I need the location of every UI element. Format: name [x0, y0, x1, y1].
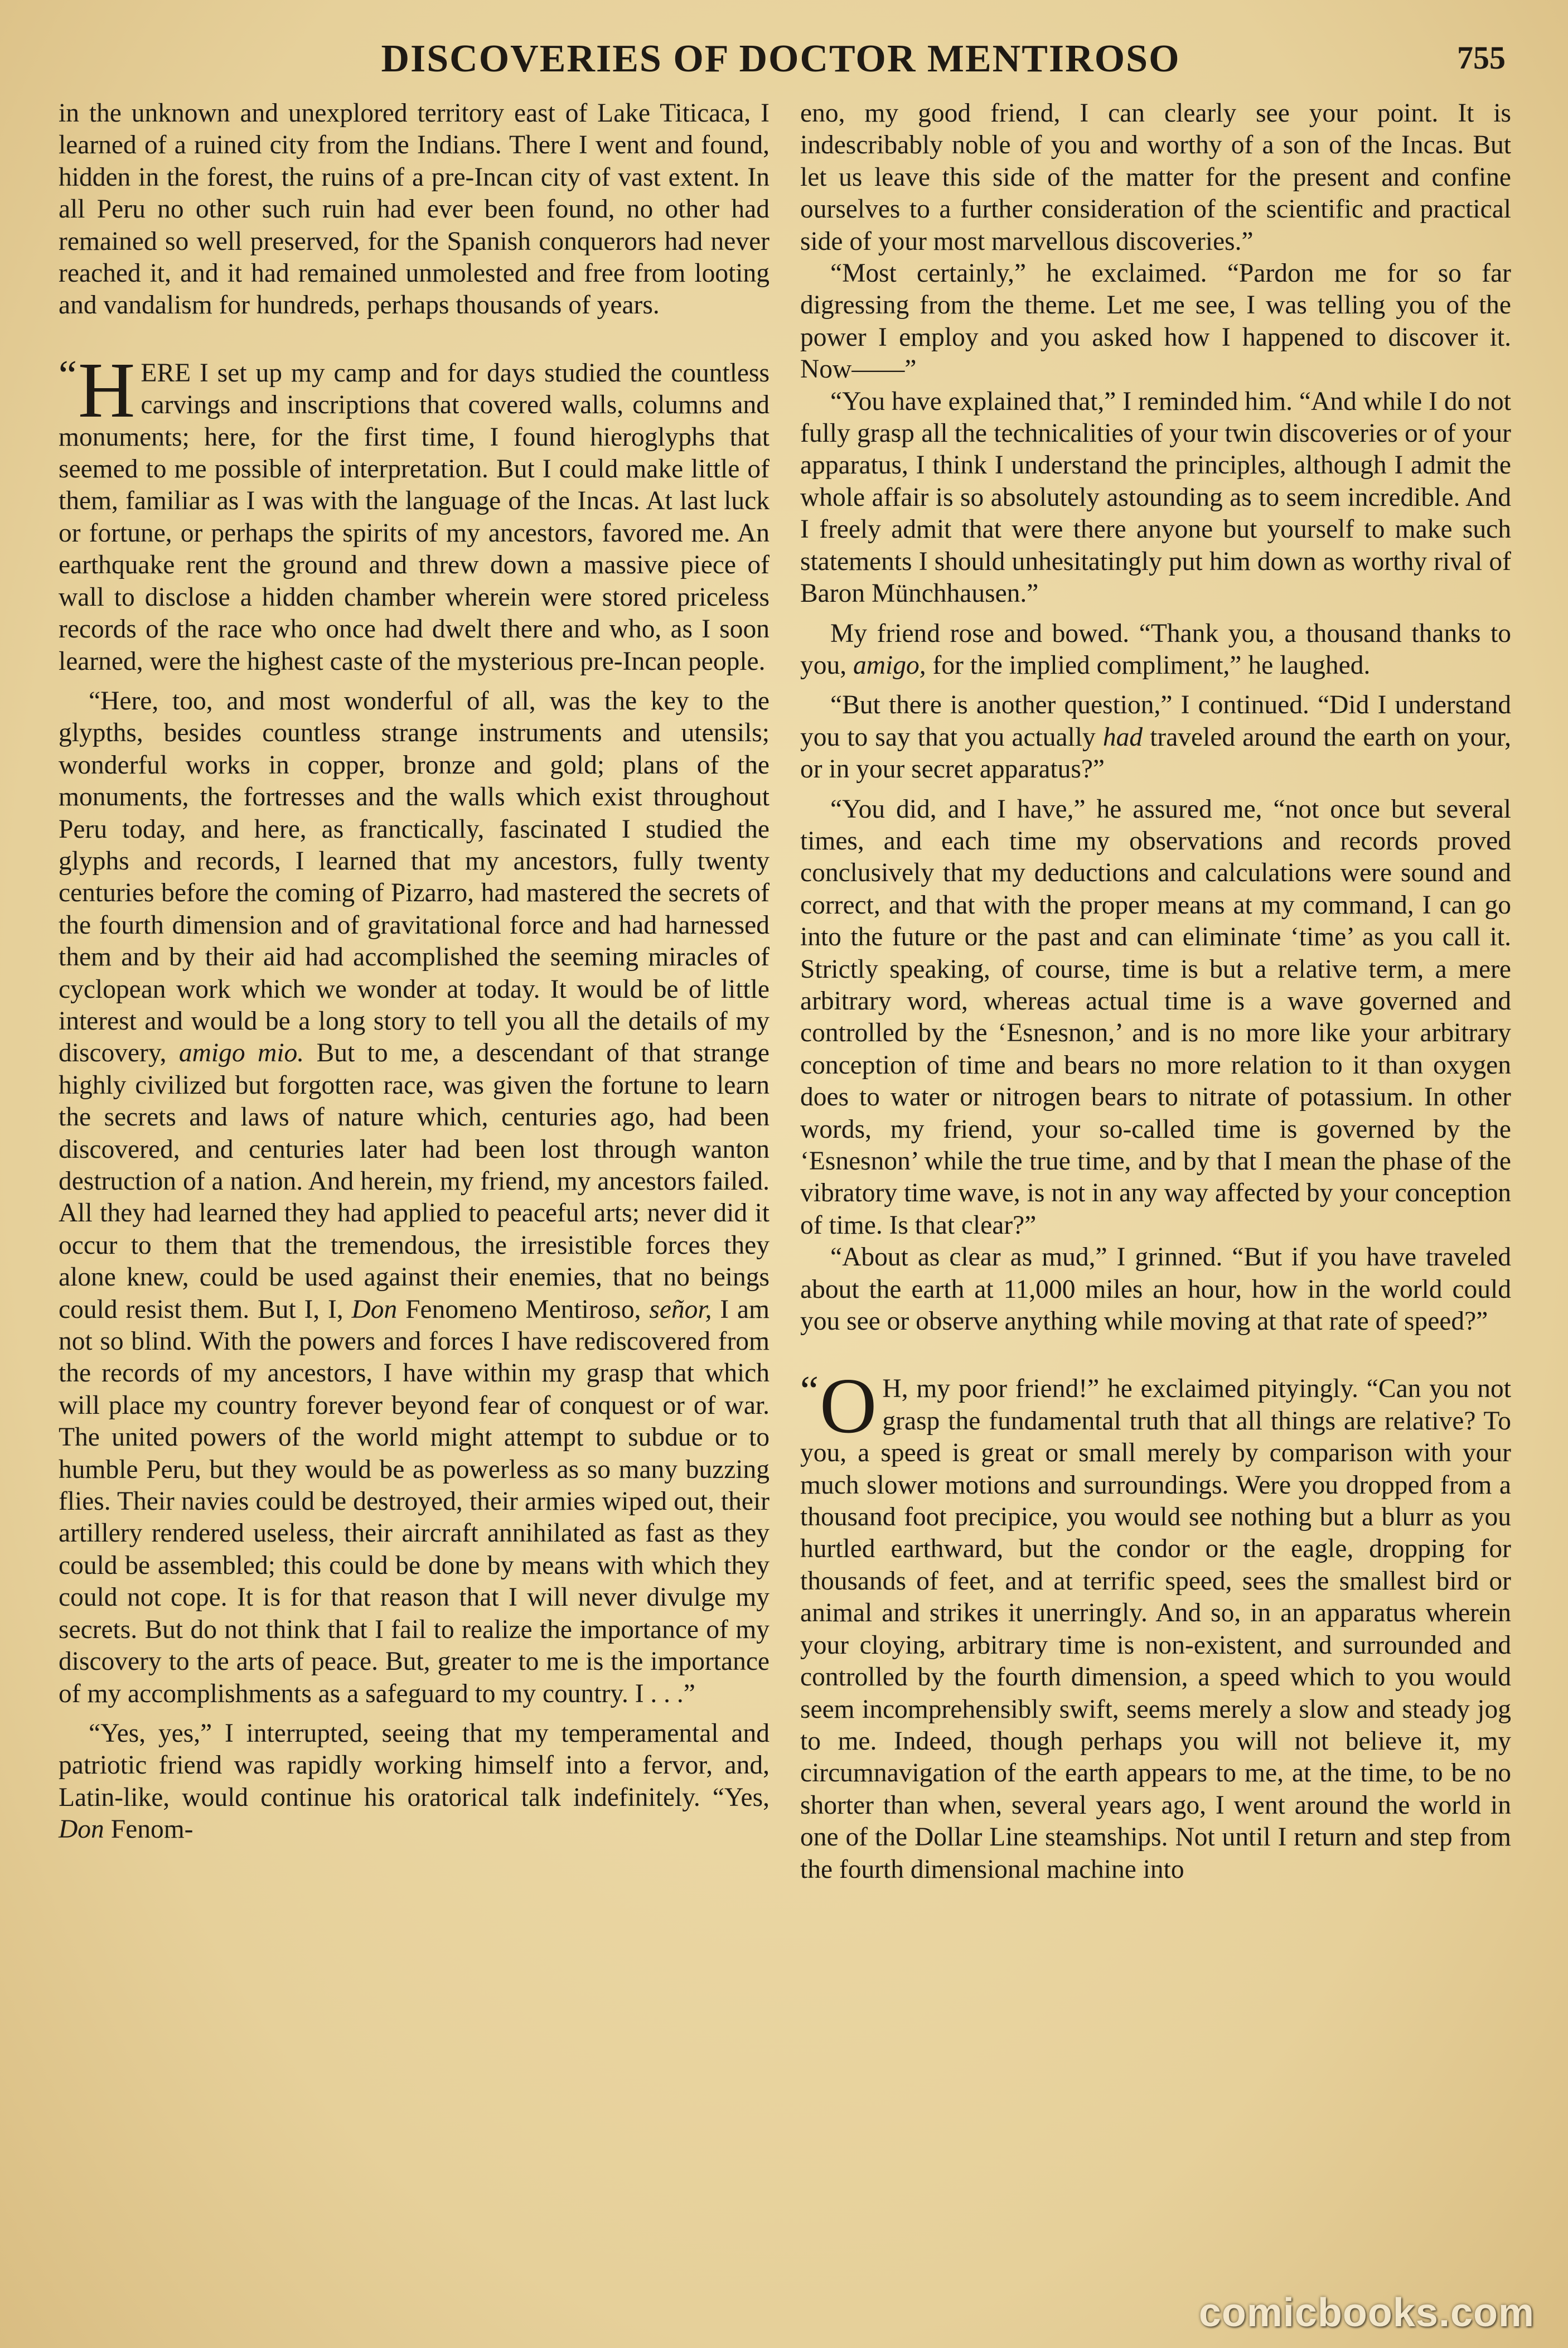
paragraph-text: “Here, too, and most wonderful of all, was the key to the glypths, besides countless strange instruments and utensils; wonderful works in copper, bronze and gold; plans of the monuments, the fortresses and the walls which exist throughout Peru today, and here, as franctically, fascinated I studied the glyphs and records, I learned that my ancestors, fully twenty centuries before the coming of Pizarro, had mastered the secrets of the fourth dimension and of gravitational force and had harnessed them and by their aid had accomplished the seeming miracles of cyclopean work which we wonder at today. It would be of little interest and would be a long story to tell you all the details of my discovery,: [59, 686, 770, 1068]
drop-cap-quote: “: [59, 352, 77, 398]
paragraph: “You did, and I have,” he assured me, “not once but several times, and each time my observations and records proved conclusively that my deductions and calculations were sound and correct, and that with the proper means at my command, I can go into the future or the past and can eliminate ‘time’ as you call it. Strictly speaking, of course, time is but a relative term, a mere arbitrary word, whereas actual time is a wave governed and controlled by the ‘Esnesnon,’ and is no more like your arbitrary conception of time and bears no more relation to it than oxygen does to water or nitrogen bears to nitrate of potassium. In other words, my friend, your so-called time is governed by the ‘Esnesnon’ while the true time, and by that I mean the phase of the vibratory time wave, is not in any way affected by your conception of time. Is that clear?”: [800, 794, 1511, 1240]
paragraph-text: My friend rose and bowed. “Thank you, a thousand thanks to you,: [800, 619, 1511, 680]
paragraph-drop-cap: [59, 345, 770, 678]
paragraph: “About as clear as mud,” I grinned. “But if you have traveled about the earth at 11,000 miles an hour, how in the world could you see or observe anything while moving at that rate of speed?”: [800, 1243, 1511, 1336]
italic-text: Don: [59, 1815, 104, 1844]
paragraph-text: ERE I set up my camp and for days studied the countless carvings and inscriptions that covered walls, columns and monuments; here, for the first time, I found hieroglyphs that seemed to me possible of interpretation. But I could make little of them, familiar as I was with the language of the Incas. At last luck or fortune, or perhaps the spirits of my ancestors, favored me. An earthquake rent the ground and threw down a massive piece of wall to disclose a hidden chamber wherein were stored priceless records of the race who once had dwelt there and who, as I soon learned, were the highest caste of the mysterious pre-Incan people.: [59, 358, 770, 676]
drop-cap-quote: “: [800, 1368, 819, 1414]
page-header: [56, 37, 1506, 93]
paragraph-text: Fenom-: [104, 1815, 193, 1844]
right-column: [800, 98, 1511, 1886]
drop-cap: [59, 345, 135, 434]
paragraph: eno, my good friend, I can clearly see your point. It is indescribably noble of you and worthy of a son of the Incas. But let us leave this side of the matter for the present and confine ourselves to a further consideration of the scientific and practical side of your most marvellous discoveries.”: [800, 99, 1511, 256]
paragraph-text: I am not so blind. With the powers and forces I have rediscovered from the records of my ancestors, I have within my grasp that which will place my country forever beyond fear of conquest or of war. The united powers of the world might attempt to subdue or to humble Peru, but they would be as powerless as so many buzzing flies. Their navies could be destroyed, their armies wiped out, their artillery rendered useless, their aircraft annihilated as fast as they could be assembled; this could be done by means with which they could not cope. It is for that reason that I will never divulge my secrets. But do not think that I fail to realize the importance of my discovery to the arts of peace. But, greater to me is the importance of my accomplishments as a safeguard to my country. I . . .”: [59, 1294, 770, 1708]
italic-text: amigo,: [853, 650, 926, 680]
paragraph-text: “Yes, yes,” I interrupted, seeing that my temperamental and patriotic friend was rapidly working himself into a fervor, and, Latin-like, would continue his oratorical talk indefinitely. “Yes,: [59, 1718, 770, 1812]
paragraph: [59, 1718, 770, 1846]
paragraph-text: Fenomeno Mentiroso,: [397, 1294, 650, 1324]
paragraph: [800, 689, 1511, 785]
paragraph-text: But to me, a descendant of that strange highly civilized but forgotten race, was given the fortune to learn the secrets and laws of nature which, centuries ago, had been discovered, and centuries later had been lost through wanton destruction of a nation. And herein, my friend, my ancestors failed. All they had learned they had applied to peaceful arts; never did it occur to them that the tremendous, the irresistible forces they alone knew, could be used against their enemies, that no beings could resist them. But I, I,: [59, 1038, 770, 1324]
paragraph-text: H, my poor friend!” he exclaimed pityingly. “Can you not grasp the fundamental truth that all things are relative? To you, a speed is great or small merely by comparison with your much slower motions and surroundings. Were you dropped from a thousand foot precipice, you would see nothing but a blurr as you hurtled earthward, but the condor or the eagle, dropping for thousands of feet, and at terrific speed, sees the smallest bird or animal and strikes it unerringly. And so, in an apparatus wherein your cloying, arbitrary time is non-existent, and surrounded and controlled by the fourth dimension, a speed which to you would seem incomprehensibly swift, seems merely a slow and steady jog to me. Indeed, though perhaps you will not believe it, my circumnavigation of the earth appears to me, at the time, to be no shorter than when, several years ago, I went around the world in one of the Dollar Line steamships. Not until I return and step from the fourth dimensional machine into: [800, 1374, 1511, 1884]
paragraph-drop-cap: [800, 1361, 1511, 1886]
drop-cap-letter: H: [78, 345, 135, 434]
paragraph: in the unknown and unexplored territory east of Lake Titicaca, I learned of a ruined city from the Indians. There I went and found, hidden in the forest, the ruins of a pre-Incan city of vast extent. In all Peru no other such ruin had ever been found, no other had remained so well preserved, for the Spanish conquerors had never reached it, and it had remained unmolested and free from looting and vandalism for hundreds, perhaps thousands of years.: [59, 99, 770, 320]
drop-cap-letter: O: [819, 1361, 877, 1450]
paragraph: “Most certainly,” he exclaimed. “Pardon me for so far digressing from the theme. Let me see, I was telling you of the power I employ and you asked how I happened to discover it. Now——”: [800, 259, 1511, 384]
page-number: 755: [1457, 40, 1506, 76]
italic-text: amigo mio.: [178, 1038, 304, 1068]
italic-text: Don: [351, 1294, 398, 1324]
italic-text: señor,: [649, 1294, 712, 1324]
paragraph: “You have explained that,” I reminded him. “And while I do not fully grasp all the technicalities of your twin discoveries or of your apparatus, I think I understand the principles, although I admit the whole affair is so absolutely astounding as to seem incredible. And I freely admit that were there anyone but yourself to make such statements I should unhesitatingly put him down as worthy rival of Baron Münchhausen.”: [800, 386, 1511, 608]
paragraph: [800, 618, 1511, 682]
italic-text: had: [1102, 722, 1143, 752]
drop-cap: [800, 1361, 877, 1450]
paragraph-text: for the implied compliment,” he laughed.: [926, 650, 1371, 680]
site-watermark: comicbooks.com: [1198, 2291, 1535, 2335]
left-column: [59, 98, 770, 1846]
paragraph-text: traveled around the earth on your, or in your secret apparatus?”: [800, 722, 1511, 784]
paragraph: [59, 685, 770, 1710]
running-title: DISCOVERIES OF DOCTOR MENTIROSO: [381, 37, 1180, 80]
paragraph-text: “But there is another question,” I continued. “Did I understand you to say that you actually: [800, 690, 1511, 752]
